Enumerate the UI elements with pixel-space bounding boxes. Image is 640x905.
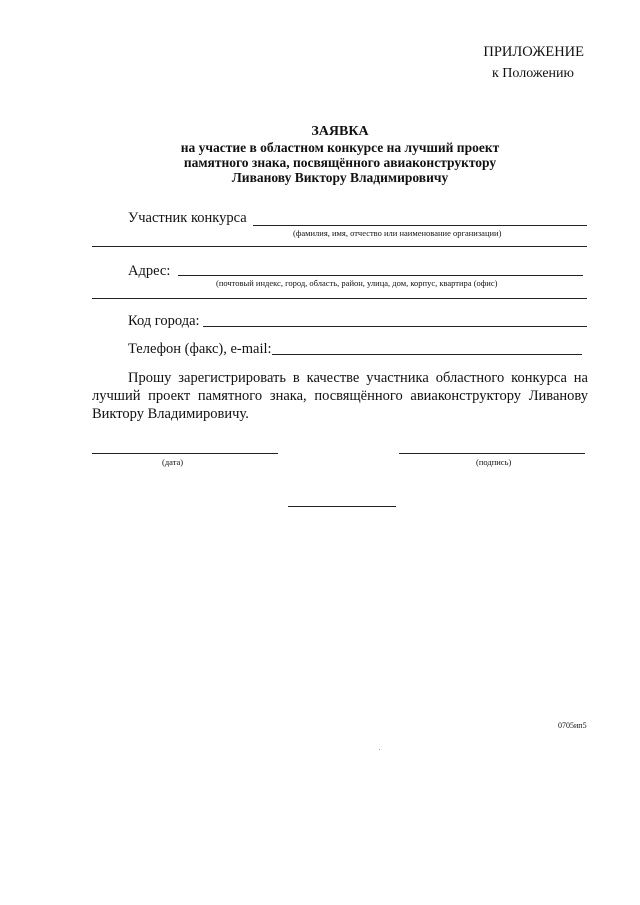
participant-label: Участник конкурса — [128, 210, 247, 226]
document-subtitle-line-2: памятного знака, посвящённого авиаконструктору — [183, 155, 497, 170]
address-field-line-2[interactable] — [92, 298, 587, 299]
phone-email-label: Телефон (факс), e-mail: — [128, 341, 272, 357]
signature-field-line[interactable] — [399, 453, 585, 454]
address-label: Адрес: — [128, 263, 171, 279]
phone-email-field-line[interactable] — [272, 354, 582, 355]
request-paragraph — [92, 369, 588, 423]
document-title: ЗАЯВКА — [311, 124, 369, 139]
request-line-1: Прошу зарегистрировать в качестве участника областного конкурса на — [128, 370, 588, 386]
request-line-2: лучший проект памятного знака, посвящённого авиаконструктору Ливанову — [92, 388, 588, 404]
signature-hint: (подпись) — [476, 457, 512, 467]
address-field-line[interactable] — [178, 275, 583, 276]
document-subtitle-line-1: на участие в областном конкурсе на лучший проект — [180, 140, 500, 155]
participant-hint: (фамилия, имя, отчество или наименование организации) — [293, 228, 502, 238]
date-field-line[interactable] — [92, 453, 278, 454]
participant-field-line-2[interactable] — [92, 246, 587, 247]
request-line-3: Виктору Владимировичу. — [92, 406, 249, 422]
participant-field-line[interactable] — [253, 225, 587, 226]
document-subtitle-line-3: Ливанову Виктору Владимировичу — [231, 170, 449, 185]
city-code-field-line[interactable] — [203, 326, 587, 327]
city-code-label: Код города: — [128, 313, 200, 329]
date-hint: (дата) — [162, 457, 184, 467]
appendix-title: ПРИЛОЖЕНИЕ — [483, 44, 584, 60]
closing-separator — [288, 506, 396, 507]
document-code: 0705ип5 — [558, 721, 587, 730]
address-hint: (почтовый индекс, город, область, район, улица, дом, корпус, квартира (офис) — [216, 278, 498, 288]
scan-speck — [379, 749, 380, 750]
appendix-subtitle: к Положению — [491, 66, 574, 81]
